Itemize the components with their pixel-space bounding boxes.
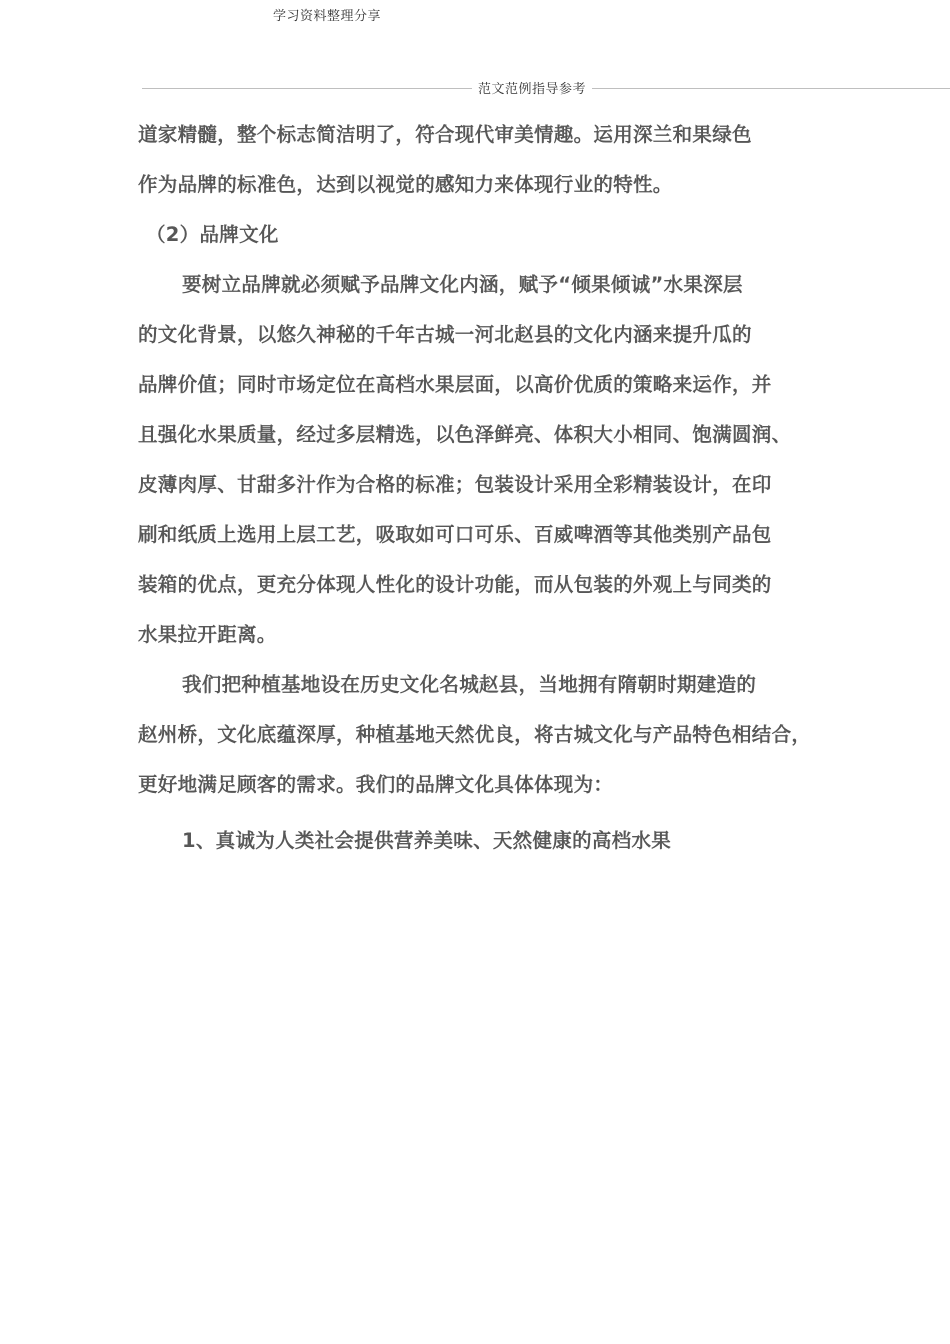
top-note: 学习资料整理分享 [273,9,382,24]
paragraph-line: 作为品牌的标准色，达到以视觉的感知力来体现行业的特性。 [138,173,673,196]
list-item: 1、真诚为人类社会提供营养美味、天然健康的高档水果 [182,829,672,852]
paragraph-line: 装箱的优点，更充分体现人性化的设计功能，而从包装的外观上与同类的 [138,573,772,596]
paragraph-line: 刷和纸质上选用上层工艺，吸取如可口可乐、百威啤酒等其他类别产品包 [138,523,772,546]
paragraph-line: 皮薄肉厚、甘甜多汁作为合格的标准；包装设计采用全彩精装设计，在印 [138,473,772,496]
sub-note: 范文范例指导参考 [472,78,592,97]
paragraph-line: 的文化背景，以悠久神秘的千年古城一河北赵县的文化内涵来提升瓜的 [138,323,752,346]
paragraph-line: 我们把种植基地设在历史文化名城赵县，当地拥有隋朝时期建造的 [182,673,757,696]
paragraph-line: 且强化水果质量，经过多层精选，以色泽鲜亮、体积大小相同、饱满圆润、 [138,423,792,446]
section-heading: （2）品牌文化 [146,223,279,246]
document-body [138,119,838,875]
paragraph-line: 更好地满足顾客的需求。我们的品牌文化具体体现为： [138,773,614,796]
paragraph-line: 水果拉开距离。 [138,623,277,646]
paragraph-line: 道家精髓，整个标志简洁明了，符合现代审美情趣。运用深兰和果绿色 [138,123,752,146]
paragraph-line: 要树立品牌就必须赋予品牌文化内涵，赋予“倾果倾诚”水果深层 [182,273,743,296]
paragraph-line: 赵州桥，文化底蕴深厚，种植基地天然优良，将古城文化与产品特色相结合， [138,723,812,746]
paragraph-line: 品牌价值；同时市场定位在高档水果层面，以高价优质的策略来运作，并 [138,373,772,396]
